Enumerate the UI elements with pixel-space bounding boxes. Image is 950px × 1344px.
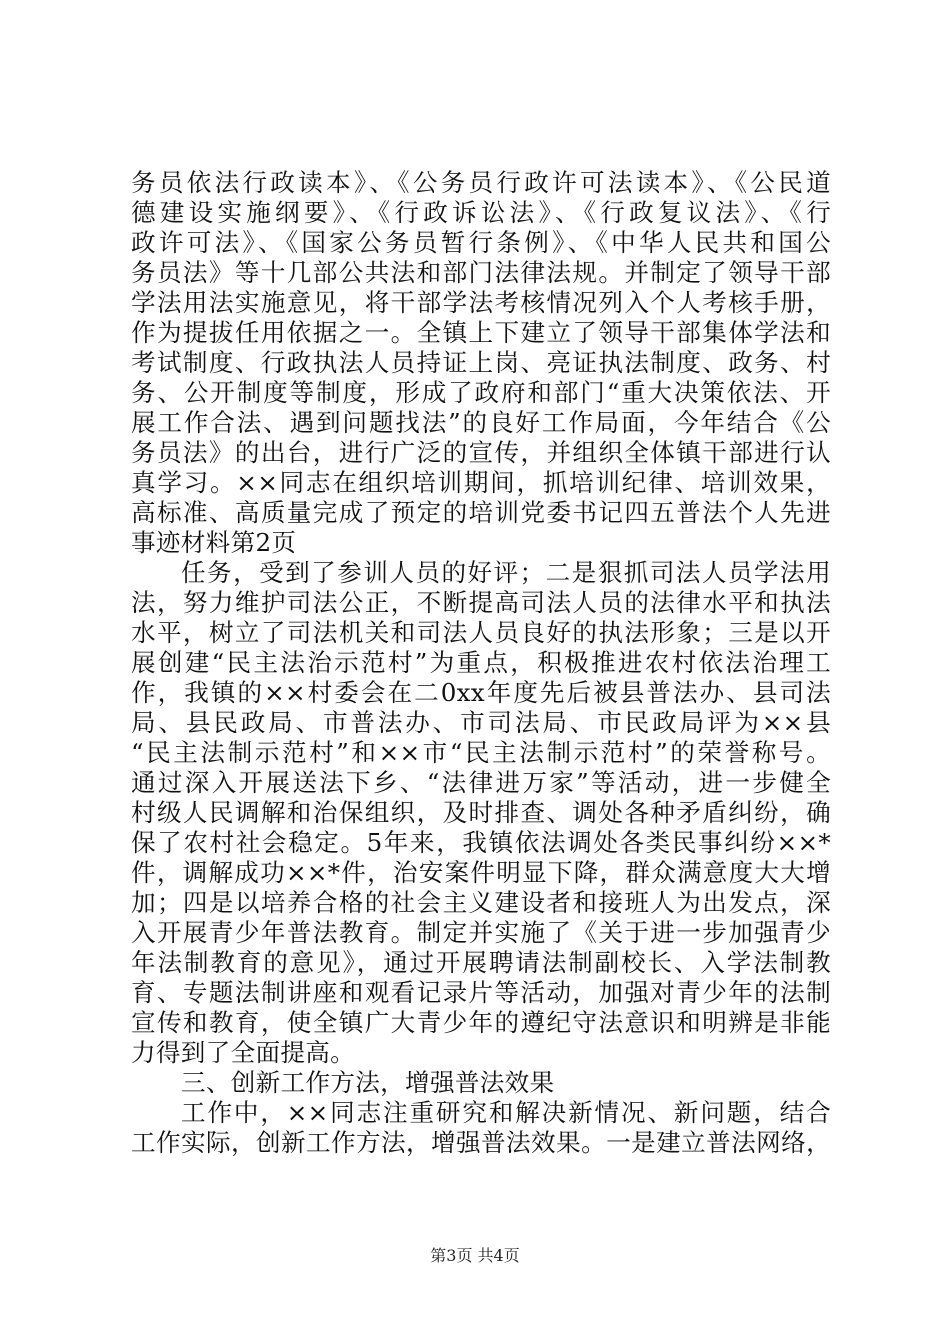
text-line: 展工作合法、遇到问题找法”的良好工作局面，今年结合《公	[131, 408, 831, 437]
text-line: 水平，树立了司法机关和司法人员良好的执法形象；三是以开	[131, 618, 831, 647]
text-line: 务员法》的出台，进行广泛的宣传，并组织全体镇干部进行认	[131, 438, 831, 467]
text-line: 通过深入开展送法下乡、“法律进万家”等活动，进一步健全	[131, 768, 831, 797]
text-line: 年法制教育的意见》，通过开展聘请法制副校长、入学法制教	[131, 948, 831, 977]
page-footer: 第3页 共4页	[430, 1246, 520, 1265]
text-line: 作为提拔任用依据之一。全镇上下建立了领导干部集体学法和	[131, 318, 831, 347]
text-line: 宣传和教育，使全镇广大青少年的遵纪守法意识和明辨是非能	[131, 1008, 831, 1037]
text-line: 学法用法实施意见，将干部学法考核情况列入个人考核手册，	[131, 288, 831, 317]
section-heading: 三、创新工作方法，增强普法效果	[181, 1068, 555, 1097]
text-line: 村级人民调解和治保组织，及时排查、调处各种矛盾纠纷，确	[131, 798, 831, 827]
text-line: 育、专题法制讲座和观看记录片等活动，加强对青少年的法制	[131, 978, 831, 1007]
paragraph-first-line: 工作中，××同志注重研究和解决新情况、新问题，结合	[181, 1098, 831, 1127]
text-line: 政许可法》、《国家公务员暂行条例》、《中华人民共和国公	[131, 228, 831, 257]
text-line: 真学习。××同志在组织培训期间，抓培训纪律、培训效果，	[131, 468, 831, 497]
text-line: 法，努力维护司法公正，不断提高司法人员的法律水平和执法	[131, 588, 831, 617]
text-line: 事迹材料第2页	[131, 528, 297, 557]
text-line: 务员法》等十几部公共法和部门法律法规。并制定了领导干部	[131, 258, 831, 287]
text-line: 加；四是以培养合格的社会主义建设者和接班人为出发点，深	[131, 888, 831, 917]
text-line: 展创建“民主法治示范村”为重点，积极推进农村依法治理工	[131, 648, 831, 677]
text-line: 局、县民政局、市普法办、市司法局、市民政局评为××县	[131, 708, 831, 737]
paragraph-first-line: 任务，受到了参训人员的好评；二是狠抓司法人员学法用	[181, 558, 831, 587]
text-line: 德建设实施纲要》、《行政诉讼法》、《行政复议法》、《行	[131, 198, 831, 227]
text-line: 高标准、高质量完成了预定的培训党委书记四五普法个人先进	[131, 498, 831, 527]
text-line: 务、公开制度等制度，形成了政府和部门“重大决策依法、开	[131, 378, 831, 407]
text-line: 保了农村社会稳定。5年来，我镇依法调处各类民事纠纷××*	[131, 828, 831, 857]
document-body	[131, 168, 831, 1158]
text-line: 力得到了全面提高。	[131, 1038, 356, 1067]
text-line: 入开展青少年普法教育。制定并实施了《关于进一步加强青少	[131, 918, 831, 947]
text-line: 件，调解成功××*件，治安案件明显下降，群众满意度大大增	[131, 858, 831, 887]
text-line: 考试制度、行政执法人员持证上岗、亮证执法制度、政务、村	[131, 348, 831, 377]
text-line: 工作实际，创新工作方法，增强普法效果。一是建立普法网络，	[131, 1128, 831, 1157]
text-line: 务员依法行政读本》、《公务员行政许可法读本》、《公民道	[131, 168, 831, 197]
text-line: “民主法制示范村”和××市“民主法制示范村”的荣誉称号。	[131, 738, 831, 767]
text-line: 作，我镇的××村委会在二0xx年度先后被县普法办、县司法	[131, 678, 831, 707]
